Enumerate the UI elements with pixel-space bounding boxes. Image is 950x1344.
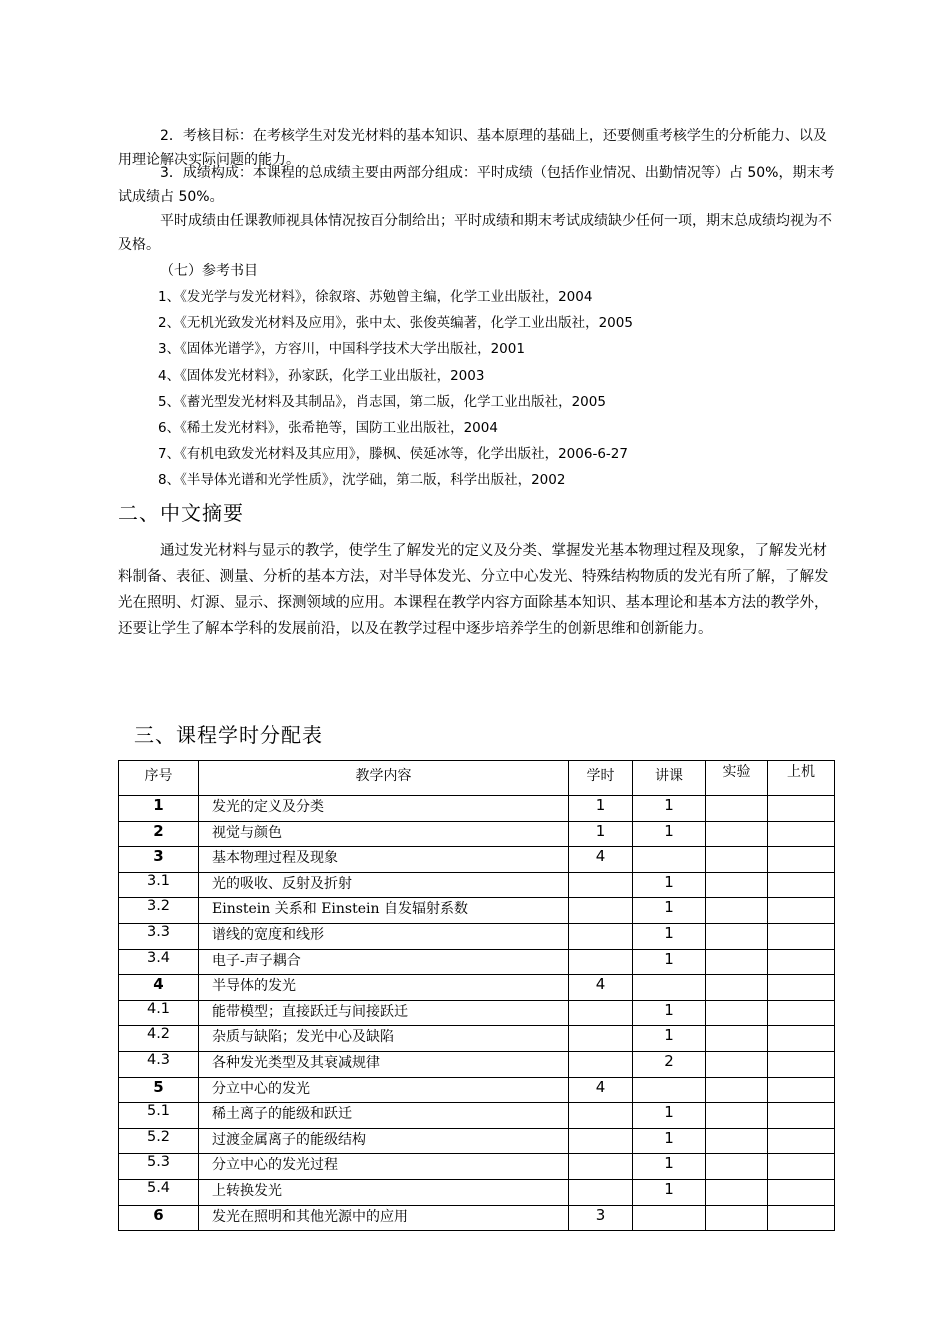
cell-hours: 3: [569, 1205, 633, 1231]
header-content: 教学内容: [199, 761, 569, 796]
cell-computer: [768, 1026, 835, 1052]
cell-computer: [768, 923, 835, 949]
cell-lab: [706, 898, 768, 924]
reference-item: 7、《有机电致发光材料及其应用》，滕枫、侯延冰等，化学出版社，2006-6-27: [158, 446, 628, 463]
cell-lab: [706, 975, 768, 1001]
table-row: [119, 1128, 835, 1154]
cell-content: 电子-声子耦合: [199, 949, 569, 975]
cell-hours: [569, 1154, 633, 1180]
cell-lecture: [633, 847, 706, 873]
cell-content: 半导体的发光: [199, 975, 569, 1001]
cell-computer: [768, 1179, 835, 1205]
cell-num: 3: [119, 847, 199, 873]
table-row: [119, 821, 835, 847]
hours-allocation-table: [118, 760, 835, 1231]
cell-num: 5.4: [119, 1179, 199, 1205]
cell-num: 4: [119, 975, 199, 1001]
table-row: [119, 1051, 835, 1077]
references-heading: （七）参考书目: [160, 263, 258, 279]
cell-hours: [569, 1000, 633, 1026]
cell-num: 5: [119, 1077, 199, 1103]
cell-lecture: 1: [633, 821, 706, 847]
cell-lecture: 1: [633, 872, 706, 898]
reference-item: 5、《蓄光型发光材料及其制品》，肖志国，第二版，化学工业出版社，2005: [158, 393, 606, 410]
abstract-heading: 二、中文摘要: [118, 501, 244, 525]
cell-lab: [706, 847, 768, 873]
header-lab: 实验: [706, 761, 768, 796]
cell-computer: [768, 1154, 835, 1180]
cell-lecture: 1: [633, 1103, 706, 1129]
reference-item: 3、《固体光谱学》，方容川，中国科学技术大学出版社，2001: [158, 341, 525, 358]
cell-content: 能带模型；直接跃迁与间接跃迁: [199, 1000, 569, 1026]
cell-content: 各种发光类型及其衰减规律: [199, 1051, 569, 1077]
cell-computer: [768, 1077, 835, 1103]
cell-computer: [768, 949, 835, 975]
cell-hours: [569, 949, 633, 975]
cell-lecture: 1: [633, 1154, 706, 1180]
cell-lab: [706, 821, 768, 847]
cell-lab: [706, 1205, 768, 1231]
cell-content: 视觉与颜色: [199, 821, 569, 847]
cell-lecture: 1: [633, 1026, 706, 1052]
schedule-heading: 三、课程学时分配表: [134, 723, 323, 747]
header-hours: 学时: [569, 761, 633, 796]
cell-num: 5.2: [119, 1128, 199, 1154]
table-row: [119, 1179, 835, 1205]
cell-lecture: 1: [633, 1128, 706, 1154]
table-row: [119, 949, 835, 975]
cell-computer: [768, 898, 835, 924]
cell-hours: 1: [569, 796, 633, 822]
header-num: 序号: [119, 761, 199, 796]
reference-item: 8、《半导体光谱和光学性质》，沈学础，第二版，科学出版社，2002: [158, 472, 566, 489]
header-lecture: 讲课: [633, 761, 706, 796]
reference-item: 4、《固体发光材料》，孙家跃，化学工业出版社，2003: [158, 367, 485, 384]
table-row: [119, 872, 835, 898]
cell-computer: [768, 1128, 835, 1154]
cell-lab: [706, 872, 768, 898]
cell-computer: [768, 1000, 835, 1026]
cell-hours: [569, 1128, 633, 1154]
reference-item: 1、《发光学与发光材料》，徐叙瑢、苏勉曾主编，化学工业出版社，2004: [158, 289, 593, 305]
cell-content: Einstein 关系和 Einstein 自发辐射系数: [199, 898, 569, 924]
reference-item: 6、《稀土发光材料》，张希艳等，国防工业出版社，2004: [158, 419, 498, 436]
cell-content: 分立中心的发光: [199, 1077, 569, 1103]
cell-num: 4.2: [119, 1026, 199, 1052]
cell-lab: [706, 1077, 768, 1103]
table-row: [119, 898, 835, 924]
cell-num: 3.4: [119, 949, 199, 975]
table-row: [119, 1026, 835, 1052]
cell-num: 3.2: [119, 898, 199, 924]
cell-lab: [706, 1103, 768, 1129]
cell-lecture: [633, 1205, 706, 1231]
cell-content: 杂质与缺陷；发光中心及缺陷: [199, 1026, 569, 1052]
cell-lecture: 1: [633, 1179, 706, 1205]
table-row: [119, 847, 835, 873]
cell-num: 4.3: [119, 1051, 199, 1077]
cell-lab: [706, 1128, 768, 1154]
cell-computer: [768, 975, 835, 1001]
cell-lecture: 1: [633, 898, 706, 924]
cell-lab: [706, 949, 768, 975]
cell-lab: [706, 1051, 768, 1077]
cell-content: 发光的定义及分类: [199, 796, 569, 822]
cell-num: 2: [119, 821, 199, 847]
cell-lecture: 1: [633, 796, 706, 822]
cell-num: 5.1: [119, 1103, 199, 1129]
cell-lab: [706, 796, 768, 822]
cell-num: 3.1: [119, 872, 199, 898]
cell-content: 上转换发光: [199, 1179, 569, 1205]
cell-lab: [706, 1179, 768, 1205]
cell-lecture: 1: [633, 923, 706, 949]
cell-computer: [768, 821, 835, 847]
cell-lecture: 1: [633, 949, 706, 975]
reference-list: [158, 284, 633, 494]
cell-hours: [569, 1179, 633, 1205]
cell-lab: [706, 1026, 768, 1052]
cell-computer: [768, 1205, 835, 1231]
cell-computer: [768, 796, 835, 822]
cell-computer: [768, 1051, 835, 1077]
table-row: [119, 1154, 835, 1180]
cell-num: 5.3: [119, 1154, 199, 1180]
cell-lab: [706, 1000, 768, 1026]
cell-hours: [569, 872, 633, 898]
cell-hours: 4: [569, 1077, 633, 1103]
cell-lab: [706, 1154, 768, 1180]
cell-lab: [706, 923, 768, 949]
cell-num: 3.3: [119, 923, 199, 949]
table-row: [119, 1103, 835, 1129]
grade-composition: 3．成绩构成：本课程的总成绩主要由两部分组成：平时成绩（包括作业情况、出勤情况等）占 50%，期末考试成绩占 50%。: [118, 165, 835, 205]
table-row: [119, 796, 835, 822]
cell-hours: 4: [569, 975, 633, 1001]
cell-content: 稀土离子的能级和跃迁: [199, 1103, 569, 1129]
cell-content: 谱线的宽度和线形: [199, 923, 569, 949]
table-row: [119, 1077, 835, 1103]
abstract-text: 通过发光材料与显示的教学，使学生了解发光的定义及分类、掌握发光基本物理过程及现象，了解发光材料制备、表征、测量、分析的基本方法，对半导体发光、分立中心发光、特殊结构物质的发光有所了解，了解发光在照明、灯源、显示、探测领域的应用。本课程在教学内容方面除基本知识、基本理论和基本方法的教学外，还要让学生了解本学科的发展前沿，以及在教学过程中逐步培养学生的创新思维和创新能力。: [118, 543, 829, 637]
cell-hours: [569, 1026, 633, 1052]
cell-content: 发光在照明和其他光源中的应用: [199, 1205, 569, 1231]
cell-computer: [768, 847, 835, 873]
cell-hours: [569, 923, 633, 949]
cell-hours: [569, 898, 633, 924]
cell-content: 光的吸收、反射及折射: [199, 872, 569, 898]
cell-hours: [569, 1051, 633, 1077]
table-row: [119, 1205, 835, 1231]
cell-computer: [768, 1103, 835, 1129]
table-row: [119, 975, 835, 1001]
table-body: [119, 796, 835, 1231]
header-computer: 上机: [768, 761, 835, 796]
cell-lecture: [633, 1077, 706, 1103]
grade-note: 平时成绩由任课教师视具体情况按百分制给出；平时成绩和期末考试成绩缺少任何一项，期末总成绩均视为不及格。: [118, 213, 832, 253]
assessment-goal: 2．考核目标：在考核学生对发光材料的基本知识、基本原理的基础上，还要侧重考核学生的分析能力、以及用理论解决实际问题的能力。: [118, 128, 827, 168]
cell-lecture: 1: [633, 1000, 706, 1026]
cell-num: 1: [119, 796, 199, 822]
cell-content: 过渡金属离子的能级结构: [199, 1128, 569, 1154]
cell-content: 基本物理过程及现象: [199, 847, 569, 873]
cell-computer: [768, 872, 835, 898]
cell-content: 分立中心的发光过程: [199, 1154, 569, 1180]
reference-item: 2、《无机光致发光材料及应用》，张中太、张俊英编著，化学工业出版社，2005: [158, 315, 633, 332]
cell-hours: 4: [569, 847, 633, 873]
cell-lecture: 2: [633, 1051, 706, 1077]
cell-lecture: [633, 975, 706, 1001]
table-header-row: [119, 761, 835, 796]
cell-num: 6: [119, 1205, 199, 1231]
cell-hours: [569, 1103, 633, 1129]
table-row: [119, 1000, 835, 1026]
table-row: [119, 923, 835, 949]
cell-num: 4.1: [119, 1000, 199, 1026]
cell-hours: 1: [569, 821, 633, 847]
